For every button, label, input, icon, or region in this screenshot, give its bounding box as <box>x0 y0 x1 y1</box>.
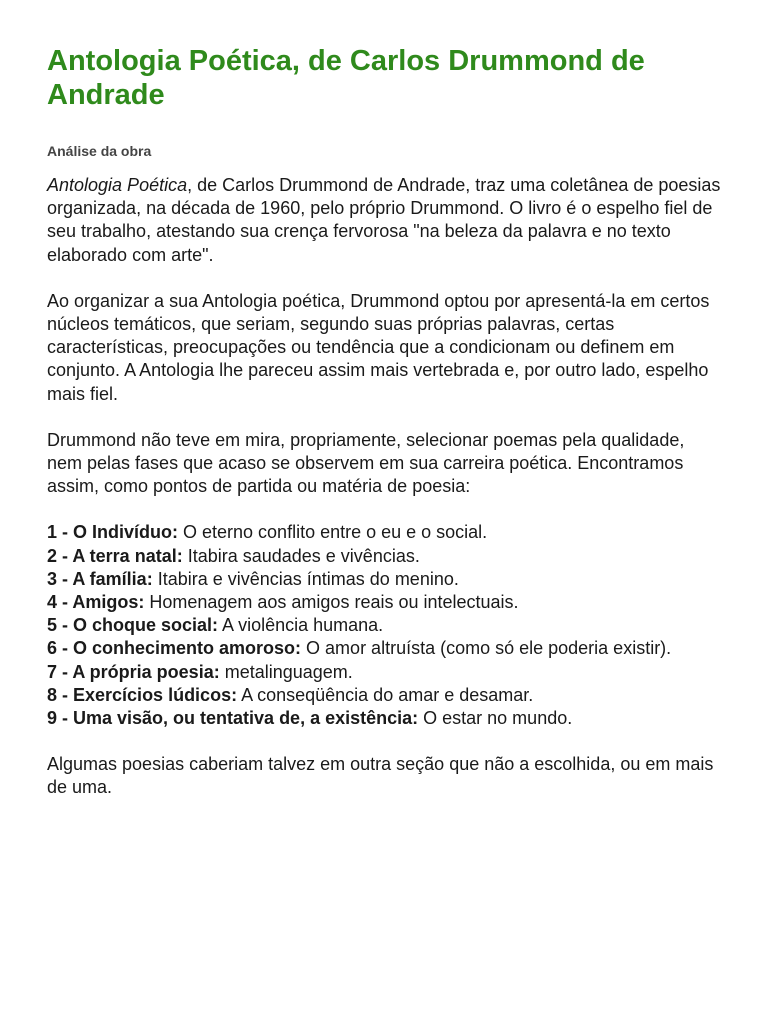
theme-text: metalinguagem. <box>219 661 353 682</box>
theme-text: A violência humana. <box>218 615 384 636</box>
intro-paragraph <box>47 174 722 267</box>
theme-label: 8 - Exercícios lúdicos: <box>47 684 238 705</box>
theme-text: A conseqüência do amar e desamar. <box>237 684 534 705</box>
organization-paragraph: Ao organizar a sua Antologia poética, Drummond optou por apresentá-la em certos núcleos temáticos, que seriam, segundo suas próprias palavras, certas características, preocupações ou tendência que a condicionam ou definem em conjunto. A Antologia lhe pareceu assim mais vertebrada e, por outro lado, espelho mais fiel. <box>47 290 710 404</box>
theme-label: 6 - O conhecimento amoroso: <box>47 638 302 659</box>
list-item <box>47 591 722 614</box>
theme-label: 3 - A família: <box>47 568 153 589</box>
theme-text: O eterno conflito entre o eu e o social. <box>178 522 488 543</box>
selection-paragraph: Drummond não teve em mira, propriamente, selecionar poemas pela qualidade, nem pelas fases que acaso se observem em sua carreira poética. Encontramos assim, como pontos de partida ou matéria de poesia: <box>47 429 685 497</box>
themes-list <box>47 521 722 730</box>
list-item <box>47 614 722 637</box>
list-item <box>47 637 722 660</box>
list-item <box>47 684 722 707</box>
theme-text: Itabira e vivências íntimas do menino. <box>152 568 459 589</box>
list-item <box>47 568 722 591</box>
section-subtitle: Análise da obra <box>47 143 152 159</box>
closing-paragraph: Algumas poesias caberiam talvez em outra seção que não a escolhida, ou em mais de uma. <box>47 754 714 798</box>
theme-label: 4 - Amigos: <box>47 592 145 613</box>
theme-label: 2 - A terra natal: <box>47 545 183 566</box>
list-item <box>47 707 722 730</box>
theme-label: 7 - A própria poesia: <box>47 661 220 682</box>
intro-paragraph-text: , de Carlos Drummond de Andrade, traz uma coletânea de poesias organizada, na década de 1960, pelo próprio Drummond. O livro é o espelho fiel de seu trabalho, atestando sua crença fervorosa "na beleza da palavra e no texto elaborado com arte". <box>47 175 721 265</box>
theme-label: 1 - O Indivíduo: <box>47 522 178 543</box>
book-title-italic: Antologia Poética <box>47 175 188 195</box>
list-item <box>47 661 722 684</box>
theme-text: Itabira saudades e vivências. <box>182 545 420 566</box>
page-title: Antologia Poética, de Carlos Drummond de Andrade <box>47 45 645 111</box>
theme-label: 9 - Uma visão, ou tentativa de, a existência: <box>47 708 419 729</box>
list-item <box>47 545 722 568</box>
theme-text: O estar no mundo. <box>418 708 573 729</box>
theme-label: 5 - O choque social: <box>47 615 219 636</box>
theme-text: Homenagem aos amigos reais ou intelectuais. <box>144 592 519 613</box>
list-item <box>47 521 722 544</box>
theme-text: O amor altruísta (como só ele poderia existir). <box>301 638 672 659</box>
